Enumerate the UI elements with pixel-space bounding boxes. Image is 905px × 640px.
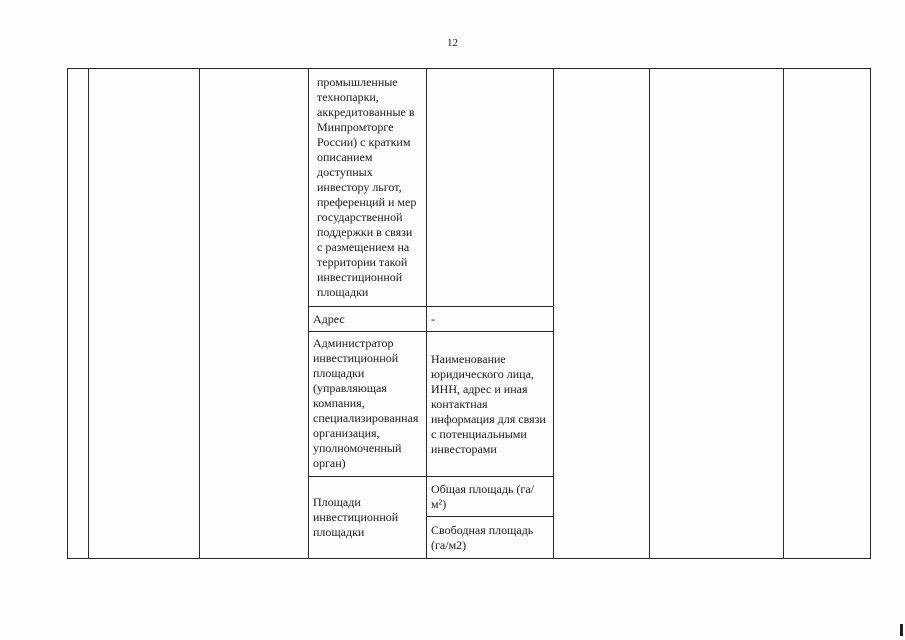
row-value — [427, 69, 554, 307]
empty-cell-col8 — [784, 69, 871, 559]
empty-cell-col7 — [650, 69, 784, 559]
investment-site-table — [67, 68, 871, 559]
page-number: 12 — [447, 37, 458, 49]
row-value-text: - — [431, 311, 435, 326]
empty-cell-col2 — [89, 69, 200, 559]
row-subvalue-text: Общая площадь (га/м²) — [431, 481, 534, 511]
empty-cell-col3 — [200, 69, 309, 559]
empty-cell-col6 — [554, 69, 650, 559]
row-label — [309, 477, 427, 559]
table-row — [68, 69, 871, 307]
row-label — [309, 332, 427, 477]
row-label-text: Площади инвестиционной площадки — [313, 495, 399, 539]
row-value-text: Наименование юридического лица, ИНН, адрес и иная контактная информация для связи с потенциальными инвесторами — [431, 351, 546, 456]
row-label — [309, 307, 427, 332]
row-value-text — [427, 69, 553, 76]
row-label-text: Администратор инвестиционной площадки (управляющая компания, специализированная организация, уполномоченный орган) — [313, 336, 419, 470]
empty-cell-index — [68, 69, 89, 559]
row-value — [427, 332, 554, 477]
row-label — [309, 69, 427, 307]
row-subvalue-text: Свободная площадь (га/м2) — [431, 522, 534, 552]
row-subvalue — [427, 517, 554, 559]
row-subvalue — [427, 477, 554, 517]
row-label-text: промышленные технопарки, аккредитованные в Минпромторге России) с кратким описанием доступных инвестору льгот, преференций и мер государственной поддержки в связи с размещением на территории такой инвестиционной площадки — [317, 75, 417, 299]
row-value — [427, 307, 554, 332]
row-label-text: Адрес — [313, 311, 345, 326]
scan-mark-decoration — [900, 624, 903, 636]
